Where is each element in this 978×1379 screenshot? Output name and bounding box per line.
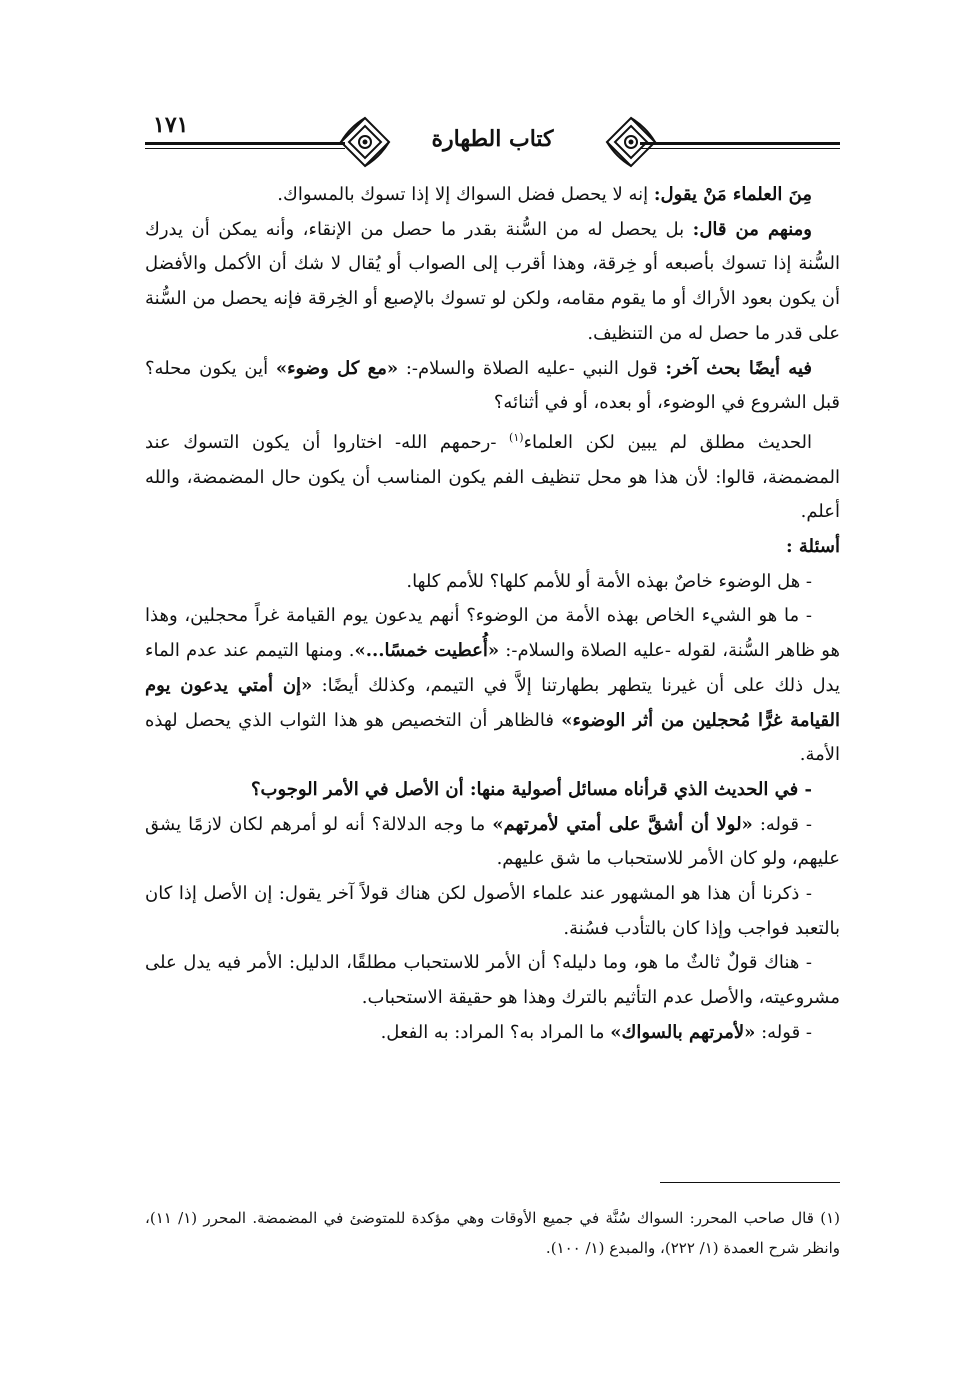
paragraph-text: قول النبي -عليه الصلاة والسلام-: bbox=[398, 357, 666, 379]
paragraph-text: بل يحصل له من السُّنة بقدر ما حصل من الإنقاء، وأنه يمكن أن يدرك السُّنة إذا تسوك بأصبعه أو خِرقة، وهذا أقرب إلى الصواب أو يُقال لا شك أن الأكمل والأفضل أن يكون بعود الأراك أو ما يقوم مقامه، ولكن لو تسوك بالإصبع أو الخِرقة فإنه يحصل من السُّنة على قدر ما حصل له من التنظيف. bbox=[145, 218, 840, 344]
hadith-quote: «لأمرتهم بالسواك» bbox=[610, 1021, 756, 1043]
question-text: فالظاهر أن التخصيص هو هذا الثواب الذي يحصل لهذه الأمة. bbox=[145, 709, 840, 766]
question-text: ما المراد به؟ المراد: به الفعل. bbox=[380, 1021, 611, 1043]
header-rule-left bbox=[145, 142, 345, 145]
running-title: كتاب الطهارة bbox=[431, 126, 554, 152]
footnote-ref[interactable]: (١) bbox=[509, 430, 524, 444]
paragraph bbox=[145, 352, 840, 421]
paragraph-lead: فيه أيضًا بحث آخر: bbox=[665, 357, 812, 379]
paragraph-lead: مِنَ العلماء مَنْ يقول: bbox=[653, 184, 812, 205]
footnote: (١) قال صاحب المحرر: السواك سُنَّة في جميع الأوقات وهي مؤكدة للمتوضئ في المضمضة. المحرر (١/ ١١)، وانظر شرح العمدة (١/ ٢٢٢)، والمبدع (١/ ١٠٠). bbox=[145, 1209, 840, 1257]
paragraph-text: -رحمهم الله- اختاروا أن يكون التسوك عند المضمضة، قالوا: لأن هذا هو محل تنظيف الفم يكون المناسب أن يكون حال المضمضة، والله أعلم. bbox=[145, 431, 840, 523]
header-rule-right bbox=[640, 142, 840, 145]
question-item: - ذكرنا أن هذا هو المشهور عند علماء الأصول لكن هناك قولاً آخر يقول: إن الأصل إذا كان بالتعبد فواجب وإذا كان بالتأدب فسُنة. bbox=[145, 883, 840, 939]
question-item: - هل الوضوء خاصٌ بهذه الأمة أو للأمم كلها؟ للأمم كلها. bbox=[406, 570, 812, 592]
ornament-icon bbox=[337, 114, 393, 170]
ornament-icon bbox=[603, 114, 659, 170]
page-header bbox=[145, 112, 840, 172]
paragraph-text: أين يكون محله؟ قبل الشروع في الوضوء، أو بعده، أو في أثنائه؟ bbox=[145, 357, 840, 414]
page-body bbox=[145, 178, 840, 1051]
paragraph bbox=[145, 178, 840, 213]
question-item: - في الحديث الذي قرأناه مسائل أصولية منها: أن الأصل في الأمر الوجوب؟ bbox=[250, 778, 812, 800]
question-item: - هناك قولٌ ثالثٌ ما هو، وما دليله؟ أن الأمر للاستحباب مطلقًا، الدليل: الأمر فيه يدل على مشروعيته، والأصل عدم التأثيم بالترك وهذا هو حقيقة الاستحباب. bbox=[145, 952, 840, 1009]
paragraph-text: الحديث مطلق لم يبين لكن العلماء bbox=[523, 431, 812, 453]
paragraph bbox=[145, 421, 840, 530]
paragraph bbox=[145, 213, 840, 352]
page-number: ١٧١ bbox=[153, 112, 189, 138]
header-rule-right-thin bbox=[640, 148, 840, 149]
header-rule-left-thin bbox=[145, 148, 345, 149]
question-text: . ومنها التيمم عند عدم الماء يدل ذلك على أن غيرنا يتطهر بطهارتنا إلاَّ في التيمم، وكذلك أيضًا: bbox=[145, 640, 841, 696]
question-text: - قوله: bbox=[755, 1021, 812, 1043]
hadith-quote: «أُعطيت خمسًا...» bbox=[354, 640, 500, 662]
question-text: ما وجه الدلالة؟ أنه لو أمرهم لكان لازمًا يشق عليهم، ولو كان الأمر للاستحباب ما شق عليهم. bbox=[145, 813, 840, 870]
paragraph-lead: ومنهم من قال: bbox=[692, 218, 812, 240]
hadith-quote: «لولا أن أشقَّ على أمتي لأمرتهم» bbox=[492, 813, 753, 835]
question-text: - ما هو الشيء الخاص بهذه الأمة من الوضوء؟ أنهم يدعون يوم القيامة غراً محجلين، وهذا هو ظاهر السُّنة، لقوله -عليه الصلاة والسلام-: bbox=[145, 605, 840, 662]
question-item bbox=[145, 1016, 840, 1051]
question-item bbox=[145, 808, 840, 877]
questions-heading: أسئلة : bbox=[785, 536, 840, 558]
question-item bbox=[145, 599, 840, 773]
hadith-quote: «مع كل وضوء» bbox=[275, 357, 399, 379]
paragraph-text: إنه لا يحصل فضل السواك إلا إذا تسوك بالمسواك. bbox=[277, 184, 654, 205]
question-text: - قوله: bbox=[752, 813, 813, 835]
footnote-divider bbox=[660, 1182, 840, 1183]
hadith-quote: «إن أمتي يدعون يوم القيامة غرًّا مُحجلين من أثر الوضوء» bbox=[145, 674, 840, 731]
